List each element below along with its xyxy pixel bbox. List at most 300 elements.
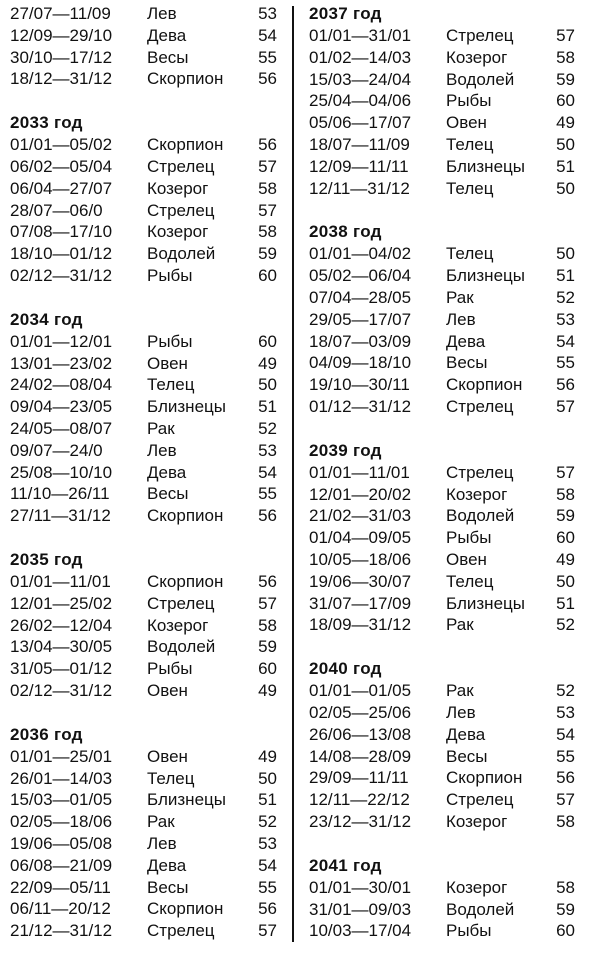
date-range: 12/09—11/11 [309, 156, 409, 176]
date-range: 14/08—28/09 [309, 746, 412, 766]
table-row [309, 374, 579, 396]
sign-number: 57 [556, 462, 575, 482]
table-row [309, 265, 579, 287]
sign-number: 51 [258, 790, 277, 810]
date-range: 26/01—14/03 [10, 768, 113, 788]
sign-number: 58 [556, 484, 575, 504]
sign-number: 55 [556, 746, 575, 766]
table-row [10, 47, 282, 69]
zodiac-sign: Стрелец [446, 462, 514, 482]
date-range: 01/02—14/03 [309, 47, 412, 67]
date-range: 23/12—31/12 [309, 811, 412, 831]
table-row [309, 767, 579, 789]
sign-number: 57 [556, 396, 575, 416]
date-range: 25/04—04/06 [309, 91, 412, 111]
date-range: 01/01—12/01 [10, 331, 113, 351]
sign-number: 53 [556, 702, 575, 722]
table-row [10, 898, 282, 920]
zodiac-sign: Дева [147, 462, 187, 482]
zodiac-sign: Рак [446, 287, 474, 307]
sign-number: 54 [258, 462, 277, 482]
zodiac-sign: Телец [446, 134, 494, 154]
sign-number: 56 [258, 69, 277, 89]
zodiac-sign: Телец [446, 244, 494, 264]
zodiac-sign: Рак [147, 812, 175, 832]
zodiac-sign: Телец [446, 178, 494, 198]
table-row [309, 25, 579, 47]
table-row [309, 789, 579, 811]
date-range: 18/10—01/12 [10, 244, 113, 264]
sign-number: 58 [556, 811, 575, 831]
table-row [10, 396, 282, 418]
section-spacer [10, 702, 282, 724]
section-spacer [309, 418, 579, 440]
zodiac-sign: Стрелец [446, 26, 514, 45]
year-heading: 2040 год [309, 659, 382, 679]
zodiac-sign: Овен [147, 746, 188, 766]
date-range: 31/07—17/09 [309, 593, 412, 613]
year-section [309, 636, 579, 833]
table-row [10, 418, 282, 440]
table-row [10, 615, 282, 637]
table-row [309, 571, 579, 593]
table-row [309, 549, 579, 571]
year-heading: 2036 год [10, 724, 83, 744]
sign-number: 57 [258, 921, 277, 941]
zodiac-sign: Водолей [147, 637, 216, 657]
date-range: 12/01—25/02 [10, 593, 113, 613]
zodiac-sign: Дева [446, 724, 486, 744]
date-range: 12/01—20/02 [309, 484, 412, 504]
table-row [309, 287, 579, 309]
sign-number: 56 [258, 571, 277, 591]
table-row [10, 156, 282, 178]
sign-number: 56 [258, 506, 277, 526]
zodiac-sign: Лев [147, 4, 177, 23]
sign-number: 60 [556, 921, 575, 941]
zodiac-sign: Рыбы [147, 331, 193, 351]
table-row [309, 331, 579, 353]
date-range: 30/10—17/12 [10, 47, 113, 67]
zodiac-sign: Весы [147, 484, 189, 504]
table-row [10, 920, 282, 942]
date-range: 09/07—24/0 [10, 440, 103, 460]
zodiac-sign: Стрелец [147, 593, 215, 613]
zodiac-sign: Близнецы [446, 156, 525, 176]
table-row [10, 265, 282, 287]
sign-number: 57 [258, 593, 277, 613]
year-heading: 2039 год [309, 440, 382, 460]
sign-number: 59 [258, 244, 277, 264]
zodiac-sign: Скорпион [147, 899, 224, 919]
zodiac-sign: Овен [446, 549, 487, 569]
table-row [309, 614, 579, 636]
date-range: 15/03—24/04 [309, 69, 412, 89]
date-range: 10/05—18/06 [309, 549, 412, 569]
zodiac-sign: Скорпион [147, 69, 224, 89]
zodiac-sign: Козерог [446, 484, 508, 504]
zodiac-sign: Козерог [446, 47, 508, 67]
table-row [10, 68, 282, 90]
date-range: 11/10—26/11 [10, 484, 110, 504]
date-range: 21/12—31/12 [10, 921, 113, 941]
table-row [309, 505, 579, 527]
table-row [10, 178, 282, 200]
table-row [309, 724, 579, 746]
date-range: 01/12—31/12 [309, 396, 412, 416]
date-range: 29/05—17/07 [309, 309, 412, 329]
date-range: 19/06—05/08 [10, 833, 113, 853]
date-range: 01/01—01/05 [309, 681, 412, 701]
date-range: 26/02—12/04 [10, 615, 113, 635]
sign-number: 60 [556, 91, 575, 111]
year-section [309, 3, 579, 199]
sign-number: 60 [258, 659, 277, 679]
zodiac-sign: Стрелец [147, 921, 215, 941]
date-range: 06/02—05/04 [10, 156, 113, 176]
zodiac-sign: Скорпион [147, 571, 224, 591]
sign-number: 56 [258, 899, 277, 919]
sign-number: 60 [258, 265, 277, 285]
date-range: 19/10—30/11 [309, 375, 410, 395]
zodiac-sign: Дева [446, 331, 486, 351]
table-row [309, 112, 579, 134]
date-range: 12/11—22/12 [309, 790, 410, 810]
date-range: 19/06—30/07 [309, 571, 412, 591]
sign-number: 55 [556, 353, 575, 373]
year-heading: 2033 год [10, 113, 83, 133]
table-row [10, 243, 282, 265]
sign-number: 59 [556, 506, 575, 526]
sign-number: 55 [258, 877, 277, 897]
table-row [309, 702, 579, 724]
year-section [10, 287, 282, 527]
sign-number: 50 [556, 244, 575, 264]
zodiac-sign: Рыбы [446, 91, 492, 111]
left-column [10, 3, 282, 942]
sign-number: 53 [258, 4, 277, 23]
zodiac-sign: Овен [147, 353, 188, 373]
zodiac-sign: Стрелец [446, 790, 514, 810]
zodiac-sign: Козерог [147, 615, 209, 635]
date-range: 05/06—17/07 [309, 113, 412, 133]
table-row [10, 658, 282, 680]
table-row [309, 920, 579, 942]
right-column [309, 3, 579, 942]
zodiac-sign: Овен [446, 113, 487, 133]
date-range: 01/01—11/01 [10, 571, 111, 591]
date-range: 25/08—10/10 [10, 462, 113, 482]
year-section [10, 702, 282, 942]
date-range: 01/01—05/02 [10, 135, 113, 155]
table-row [309, 69, 579, 91]
sign-number: 56 [556, 768, 575, 788]
sign-number: 58 [258, 178, 277, 198]
date-range: 18/07—03/09 [309, 331, 412, 351]
date-range: 06/08—21/09 [10, 855, 113, 875]
date-range: 02/05—18/06 [10, 812, 113, 832]
sign-number: 49 [258, 746, 277, 766]
date-range: 07/08—17/10 [10, 222, 113, 242]
table-row [309, 134, 579, 156]
sign-number: 53 [258, 833, 277, 853]
table-row [309, 680, 579, 702]
date-range: 04/09—18/10 [309, 353, 412, 373]
date-range: 26/06—13/08 [309, 724, 412, 744]
zodiac-sign: Овен [147, 680, 188, 700]
zodiac-sign: Козерог [147, 178, 209, 198]
zodiac-sign: Скорпион [147, 506, 224, 526]
year-section [10, 3, 282, 90]
table-row [10, 746, 282, 768]
table-row [10, 789, 282, 811]
sign-number: 51 [556, 156, 575, 176]
table-row [10, 680, 282, 702]
table-row [309, 309, 579, 331]
sign-number: 52 [556, 287, 575, 307]
sign-number: 57 [258, 156, 277, 176]
date-range: 18/07—11/09 [309, 134, 410, 154]
date-range: 12/09—29/10 [10, 25, 113, 45]
sign-number: 60 [258, 331, 277, 351]
zodiac-sign: Весы [147, 47, 189, 67]
zodiac-sign: Стрелец [446, 396, 514, 416]
table-row [10, 200, 282, 222]
table-row [309, 90, 579, 112]
sign-number: 53 [556, 309, 575, 329]
table-row [10, 505, 282, 527]
zodiac-sign: Водолей [446, 899, 515, 919]
zodiac-sign: Весы [446, 746, 488, 766]
table-row [10, 855, 282, 877]
year-heading: 2041 год [309, 855, 382, 875]
sign-number: 53 [258, 440, 277, 460]
sign-number: 49 [258, 680, 277, 700]
table-row [10, 353, 282, 375]
date-range: 24/02—08/04 [10, 375, 113, 395]
table-row [10, 877, 282, 899]
table-row [309, 178, 579, 200]
table-row [10, 593, 282, 615]
zodiac-sign: Стрелец [147, 156, 215, 176]
table-row [10, 768, 282, 790]
sign-number: 52 [258, 418, 277, 438]
date-range: 24/05—08/07 [10, 418, 113, 438]
section-spacer [10, 90, 282, 112]
zodiac-sign: Скорпион [446, 375, 523, 395]
sign-number: 54 [556, 724, 575, 744]
table-row [309, 156, 579, 178]
table-row [309, 877, 579, 899]
date-range: 31/01—09/03 [309, 899, 412, 919]
date-range: 27/07—11/09 [10, 4, 111, 23]
date-range: 15/03—01/05 [10, 790, 113, 810]
date-range: 22/09—05/11 [10, 877, 111, 897]
zodiac-sign: Дева [147, 855, 187, 875]
zodiac-sign: Козерог [446, 877, 508, 897]
table-row [10, 374, 282, 396]
sign-number: 60 [556, 528, 575, 548]
date-range: 13/04—30/05 [10, 637, 113, 657]
table-row [10, 221, 282, 243]
zodiac-sign: Стрелец [147, 200, 215, 220]
date-range: 21/02—31/03 [309, 506, 412, 526]
date-range: 01/01—30/01 [309, 877, 412, 897]
sign-number: 58 [258, 615, 277, 635]
date-range: 13/01—23/02 [10, 353, 113, 373]
section-spacer [10, 527, 282, 549]
sign-number: 59 [556, 899, 575, 919]
date-range: 09/04—23/05 [10, 397, 113, 417]
year-section [10, 527, 282, 702]
table-row [10, 571, 282, 593]
sign-number: 50 [556, 571, 575, 591]
zodiac-sign: Рыбы [446, 528, 492, 548]
zodiac-sign: Близнецы [147, 397, 226, 417]
table-row [309, 352, 579, 374]
date-range: 06/11—20/12 [10, 899, 111, 919]
table-row [309, 47, 579, 69]
table-row [309, 243, 579, 265]
zodiac-sign: Рыбы [147, 265, 193, 285]
zodiac-sign: Козерог [446, 811, 508, 831]
sign-number: 58 [556, 877, 575, 897]
year-section [10, 90, 282, 287]
date-range: 31/05—01/12 [10, 659, 113, 679]
date-range: 28/07—06/0 [10, 200, 103, 220]
table-row [309, 527, 579, 549]
sign-number: 51 [556, 266, 575, 286]
zodiac-sign: Телец [147, 375, 195, 395]
sign-number: 57 [258, 200, 277, 220]
table-row [309, 746, 579, 768]
zodiac-sign: Телец [446, 571, 494, 591]
sign-number: 51 [556, 593, 575, 613]
sign-number: 49 [258, 353, 277, 373]
year-heading: 2034 год [10, 309, 83, 329]
year-section [309, 199, 579, 417]
date-range: 02/12—31/12 [10, 265, 113, 285]
table-row [10, 833, 282, 855]
sign-number: 50 [556, 134, 575, 154]
zodiac-sign: Рак [147, 418, 175, 438]
date-range: 01/04—09/05 [309, 528, 412, 548]
zodiac-sign: Рыбы [446, 921, 492, 941]
zodiac-sign: Скорпион [446, 768, 523, 788]
zodiac-sign: Рыбы [147, 659, 193, 679]
sign-number: 52 [258, 812, 277, 832]
zodiac-sign: Близнецы [446, 593, 525, 613]
date-range: 05/02—06/04 [309, 266, 412, 286]
sign-number: 51 [258, 397, 277, 417]
zodiac-sign: Телец [147, 768, 195, 788]
sign-number: 56 [556, 375, 575, 395]
date-range: 01/01—04/02 [309, 244, 412, 264]
sign-number: 57 [556, 790, 575, 810]
sign-number: 58 [258, 222, 277, 242]
sign-number: 56 [258, 135, 277, 155]
sign-number: 54 [556, 331, 575, 351]
sign-number: 50 [258, 375, 277, 395]
date-range: 27/11—31/12 [10, 506, 111, 526]
sign-number: 55 [258, 484, 277, 504]
sign-number: 55 [258, 47, 277, 67]
date-range: 06/04—27/07 [10, 178, 113, 198]
year-heading: 2035 год [10, 549, 83, 569]
table-row [10, 25, 282, 47]
zodiac-sign: Дева [147, 25, 187, 45]
zodiac-sign: Лев [147, 833, 177, 853]
zodiac-sign: Водолей [446, 506, 515, 526]
date-range: 01/01—11/01 [309, 462, 410, 482]
table-row [10, 134, 282, 156]
zodiac-sign: Близнецы [147, 790, 226, 810]
table-row [309, 396, 579, 418]
section-spacer [309, 199, 579, 221]
table-row [10, 331, 282, 353]
year-section [309, 418, 579, 636]
table-row [309, 899, 579, 921]
date-range: 01/01—31/01 [309, 26, 412, 45]
date-range: 01/01—25/01 [10, 746, 113, 766]
table-row [309, 811, 579, 833]
zodiac-sign: Близнецы [446, 266, 525, 286]
date-range: 18/12—31/12 [10, 69, 113, 89]
sign-number: 54 [258, 855, 277, 875]
sign-number: 52 [556, 681, 575, 701]
zodiac-sign: Водолей [147, 244, 216, 264]
zodiac-sign: Водолей [446, 69, 515, 89]
date-range: 07/04—28/05 [309, 287, 412, 307]
table-row [309, 462, 579, 484]
year-section [309, 833, 579, 942]
sign-number: 50 [258, 768, 277, 788]
sign-number: 50 [556, 178, 575, 198]
table-row [10, 636, 282, 658]
zodiac-sign: Весы [446, 353, 488, 373]
sign-number: 52 [556, 615, 575, 635]
zodiac-sign: Весы [147, 877, 189, 897]
section-spacer [309, 636, 579, 658]
date-range: 02/12—31/12 [10, 680, 113, 700]
table-row [309, 593, 579, 615]
zodiac-sign: Скорпион [147, 135, 224, 155]
zodiac-sign: Лев [147, 440, 177, 460]
date-range: 29/09—11/11 [309, 768, 409, 788]
table-row [10, 811, 282, 833]
sign-number: 54 [258, 25, 277, 45]
year-heading: 2037 год [309, 4, 382, 23]
section-spacer [10, 287, 282, 309]
sign-number: 59 [258, 637, 277, 657]
sign-number: 49 [556, 549, 575, 569]
zodiac-sign: Лев [446, 309, 476, 329]
sign-number: 59 [556, 69, 575, 89]
table-row [10, 440, 282, 462]
table-row [10, 483, 282, 505]
zodiac-sign: Лев [446, 702, 476, 722]
table-row [309, 484, 579, 506]
zodiac-sign: Рак [446, 681, 474, 701]
table-row [10, 462, 282, 484]
date-range: 18/09—31/12 [309, 615, 412, 635]
zodiac-sign: Рак [446, 615, 474, 635]
date-range: 10/03—17/04 [309, 921, 412, 941]
sign-number: 57 [556, 26, 575, 45]
year-heading: 2038 год [309, 222, 382, 242]
date-range: 02/05—25/06 [309, 702, 412, 722]
sign-number: 58 [556, 47, 575, 67]
